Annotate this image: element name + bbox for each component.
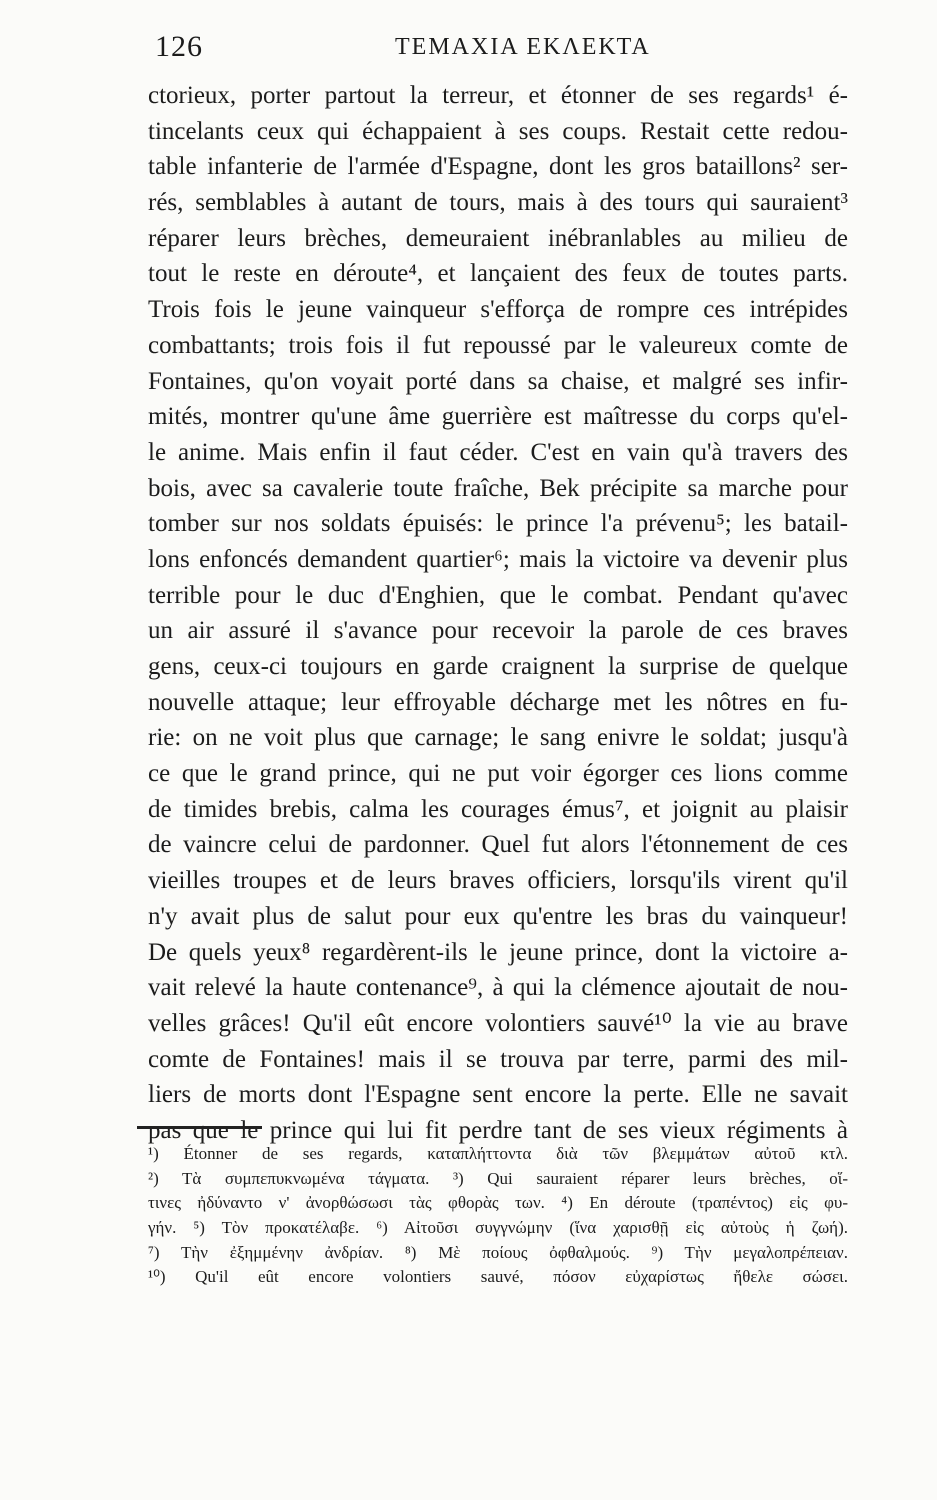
footnote-line: ⁷) Τὴν ἐξημμένην ἀνδρίαν. ⁸) Μὲ ποίους ὀφθαλμούς. ⁹) Τὴν μεγαλοπρέπειαν. (148, 1242, 848, 1262)
footnote-line: ¹) Étonner de ses regards, καταπλήττοντα διὰ τῶν βλεμμάτων αὐτοῦ κτλ. (148, 1144, 848, 1163)
text-line: ce que le grand prince, qui ne put voir égorger ces lions comme (148, 760, 848, 788)
text-line: bois, avec sa cavalerie toute fraîche, Bek précipite sa marche pour (148, 474, 848, 502)
running-title: ΤΕΜΑΧΙΑ ΕΚΛΕΚΤΑ (395, 34, 651, 60)
text-line: pas que le prince qui lui fit perdre tant de ses vieux régiments à (148, 1116, 848, 1144)
text-line: réparer leurs brèches, demeuraient inébranlables au milieu de (148, 224, 848, 252)
text-line: tout le reste en déroute⁴, et lançaient des feux de toutes parts. (148, 260, 848, 288)
text-line: le anime. Mais enfin il faut céder. C'est en vain qu'à travers des (148, 438, 848, 466)
page-header (155, 22, 855, 72)
text-line: lons enfoncés demandent quartier⁶; mais la victoire va devenir plus (148, 545, 848, 573)
text-line: vait relevé la haute contenance⁹, à qui la clémence ajoutait de nou- (148, 974, 848, 1002)
text-line: vieilles troupes et de leurs braves officiers, lorsqu'ils virent qu'il (148, 867, 848, 895)
text-line: Fontaines, qu'on voyait porté dans sa chaise, et malgré ses infir- (148, 367, 848, 395)
text-line: rés, semblables à autant de tours, mais à des tours qui sauraient³ (148, 189, 848, 217)
footnote-line: ²) Τὰ συμπεπυκνωμένα τάγματα. ³) Qui sauraient réparer leurs brèches, οἵ- (148, 1168, 848, 1188)
text-line: terrible pour le duc d'Enghien, que le combat. Pendant qu'avec (148, 581, 848, 609)
text-line: mités, montrer qu'une âme guerrière est maîtresse du corps qu'el- (148, 403, 848, 431)
footnotes (148, 1142, 848, 1290)
footnote-rule (137, 1126, 262, 1129)
footnote-line: γήν. ⁵) Τὸν προκατέλαβε. ⁶) Αἰτοῦσι συγγνώμην (ἵνα χαρισθῇ εἰς αὐτοὺς ἡ ζωή). (148, 1218, 848, 1238)
text-line: tincelants ceux qui échappaient à ses coups. Restait cette redou- (148, 117, 848, 145)
text-line: gens, ceux-ci toujours en garde craignent la surprise de quelque (148, 653, 848, 680)
text-line: De quels yeux⁸ regardèrent-ils le jeune prince, dont la victoire a- (148, 938, 848, 966)
text-line: un air assuré il s'avance pour recevoir la parole de ces braves (148, 617, 848, 645)
footnote-line: ¹⁰) Qu'il eût encore volontiers sauvé, πόσον εὐχαρίστως ἤθελε σώσει. (148, 1267, 848, 1287)
text-line: comte de Fontaines! mais il se trouva par terre, parmi des mil- (148, 1045, 848, 1073)
text-line: velles grâces! Qu'il eût encore volontiers sauvé¹⁰ la vie au brave (148, 1009, 848, 1037)
text-line: n'y avait plus de salut pour eux qu'entre les bras du vainqueur! (148, 902, 848, 930)
page-number: 126 (155, 30, 203, 63)
text-line: ctorieux, porter partout la terreur, et étonner de ses regards¹ é- (148, 82, 848, 109)
text-line: de timides brebis, calma les courages émus⁷, et joignit au plaisir (148, 795, 848, 823)
text-line: table infanterie de l'armée d'Espagne, dont les gros bataillons² ser- (148, 153, 848, 181)
text-line: liers de morts dont l'Espagne sent encore la perte. Elle ne savait (148, 1081, 848, 1109)
text-line: rie: on ne voit plus que carnage; le sang enivre le soldat; jusqu'à (148, 724, 848, 752)
body-text (148, 78, 848, 1149)
text-line: combattants; trois fois il fut repoussé par le valeureux comte de (148, 331, 848, 359)
footnote-line: τινες ἠδύναντο ν' ἀνορθώσωσι τὰς φθορὰς των. ⁴) En déroute (τραπέντος) εἰς φυ- (148, 1193, 848, 1213)
text-line: nouvelle attaque; leur effroyable décharge met les nôtres en fu- (148, 688, 848, 716)
text-line: Trois fois le jeune vainqueur s'efforça de rompre ces intrépides (148, 296, 848, 324)
text-line: tomber sur nos soldats épuisés: le prince l'a prévenu⁵; les batail- (148, 510, 848, 538)
text-line: de vaincre celui de pardonner. Quel fut alors l'étonnement de ces (148, 831, 848, 859)
